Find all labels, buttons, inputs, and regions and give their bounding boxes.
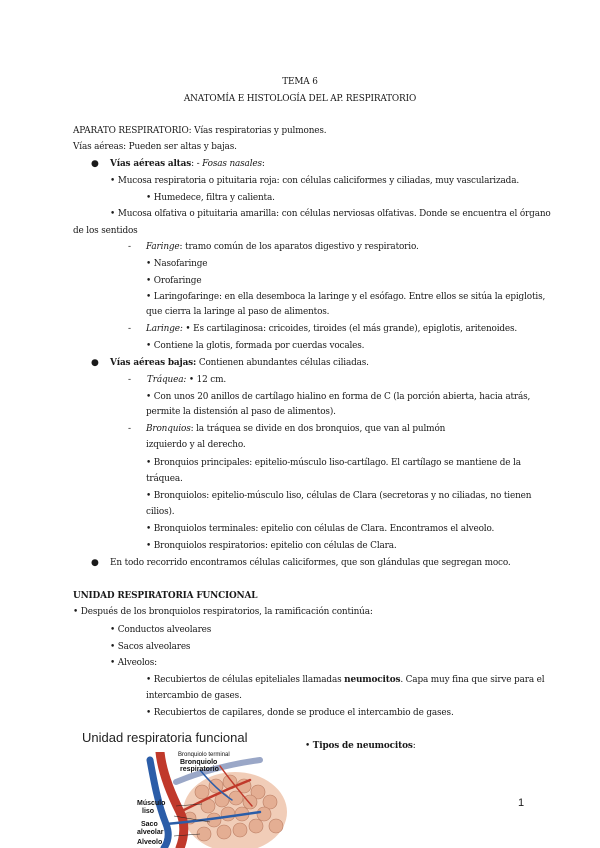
laringofaringe-cont: que cierra la laringe al paso de alimentos. xyxy=(146,307,330,317)
neumocitos-term: neumocitos xyxy=(344,675,401,685)
orofaringe: • Orofaringe xyxy=(146,276,202,286)
bronquiolos-cont: cilios). xyxy=(146,507,175,517)
bronquiolos: • Bronquiolos: epitelio-músculo liso, células de Clara (secretoras y no ciliadas, no tienen xyxy=(146,491,532,501)
tipos-colon: : xyxy=(412,741,416,751)
bronquios-principales-cont: tráquea. xyxy=(146,474,183,484)
bronquiolos-respiratorios: • Bronquiolos respiratorios: epitelio con células de Clara. xyxy=(146,541,397,551)
altas-sep: : - xyxy=(191,159,203,169)
recorrido: En todo recorrido encontramos células caliciformes, que son glándulas que segregan moco. xyxy=(110,558,511,568)
bajas-label: Vías aéreas bajas: xyxy=(110,358,197,368)
mucosa-amarilla: • Mucosa olfativa o pituitaria amarilla: con células nerviosas olfativas. Donde se encuentra el órgano xyxy=(110,209,551,219)
laringe-desc: • Es cartilaginosa: cricoides, tiroides (el más grande), epiglotis, aritenoides. xyxy=(182,324,518,334)
label-bronquiolo-terminal: Bronquiolo terminal xyxy=(178,752,230,758)
intro-line-1: APARATO RESPIRATORIO: Vías respiratorias y pulmones. xyxy=(73,126,327,136)
bajas-desc: Contienen abundantes células ciliadas. xyxy=(196,358,369,368)
label-musculo-liso-2: liso xyxy=(142,808,155,815)
dash-faringe: - xyxy=(128,242,132,252)
bajas-heading xyxy=(110,357,369,369)
bronquios-desc: : la tráquea se divide en dos bronquios, que van al pulmón xyxy=(190,424,446,434)
recubiertos-post: . Capa muy fina que sirve para el xyxy=(400,675,545,685)
bronquios-principales: • Bronquios principales: epitelio-músculo liso-cartílago. El cartílago se mantiene de la xyxy=(146,458,521,468)
tema-number: TEMA 6 xyxy=(282,77,318,87)
faringe-desc: : tramo común de los aparatos digestivo y respiratorio. xyxy=(179,242,419,252)
page-title: ANATOMÍA E HISTOLOGÍA DEL AP. RESPIRATORIO xyxy=(183,94,417,104)
faringe-term: Faringe xyxy=(146,242,180,252)
dash-laringe: - xyxy=(128,324,132,334)
traquea-length: • 12 cm. xyxy=(186,375,227,385)
bronquios-term: Bronquios xyxy=(146,424,191,434)
sentidos: de los sentidos xyxy=(73,226,138,236)
alveoli-cluster xyxy=(183,772,287,848)
altas-colon: : xyxy=(261,159,265,169)
bronquiolos-terminales: • Bronquiolos terminales: epitelio con células de Clara. Encontramos el alveolo. xyxy=(146,524,495,534)
anillos: • Con unos 20 anillos de cartílago hialino en forma de C (la porción abierta, hacia atrás, xyxy=(146,392,531,402)
unidad-heading: UNIDAD RESPIRATORIA FUNCIONAL xyxy=(73,591,258,601)
bronquios-line xyxy=(146,423,445,435)
laringe-term: Laringe: xyxy=(146,324,183,334)
label-bronquiolo-respiratorio-2: respiratorio xyxy=(180,766,219,773)
recubiertos-pre: • Recubiertos de células epiteliales llamadas xyxy=(146,675,345,685)
dash-bronquios: - xyxy=(128,424,132,434)
page-number: 1 xyxy=(518,797,525,809)
fosas-nasales-term: Fosas nasales xyxy=(202,159,262,169)
tipos-neumocitos-label: Tipos de neumocitos xyxy=(312,741,413,751)
mucosa-roja: • Mucosa respiratoria o pituitaria roja: con células caliciformes y ciliadas, muy vascularizada. xyxy=(110,176,520,186)
intercambio: intercambio de gases. xyxy=(146,691,242,701)
figure-title: Unidad respiratoria funcional xyxy=(82,730,248,745)
traquea-term: Tráquea: xyxy=(147,375,187,385)
nasofaringe: • Nasofaringe xyxy=(146,259,208,269)
tipos-bullet: • xyxy=(305,741,313,751)
bullet-dot: ● xyxy=(91,159,99,169)
altas-label: Vías aéreas altas xyxy=(110,159,192,169)
laringofaringe: • Laringofaringe: en ella desemboca la laringe y el esófago. Entre ellos se sitúa la epiglotis, xyxy=(146,292,546,302)
label-alveolo: Alveolo xyxy=(137,839,163,846)
anillos-cont: permite la distensión al paso de alimentos). xyxy=(146,407,336,417)
altas-heading xyxy=(110,158,265,170)
bullet-dot: ● xyxy=(91,358,99,368)
label-bronquiolo-respiratorio-1: Bronquiolo xyxy=(180,759,218,766)
glotis: • Contiene la glotis, formada por cuerdas vocales. xyxy=(146,341,365,351)
dash-traquea: - xyxy=(128,375,132,385)
unidad-despues: • Después de los bronquiolos respiratorios, la ramificación continúa: xyxy=(73,607,373,617)
label-musculo-liso-1: Músculo xyxy=(137,800,166,807)
conductos-alveolares: • Conductos alveolares xyxy=(110,625,212,635)
alveolos: • Alveolos: xyxy=(110,658,157,668)
label-saco-alveolar-2: alveolar xyxy=(137,829,164,836)
recubiertos-capilares: • Recubiertos de capilares, donde se produce el intercambio de gases. xyxy=(146,708,454,718)
tipos-neumocitos-line xyxy=(305,740,416,752)
label-saco-alveolar-1: Saco xyxy=(141,821,158,828)
traquea-line xyxy=(147,374,226,386)
bronquios-cont: izquierdo y al derecho. xyxy=(146,440,246,450)
intro-line-2: Vías aéreas: Pueden ser altas y bajas. xyxy=(73,142,237,152)
faringe-line xyxy=(146,241,419,253)
bullet-dot: ● xyxy=(91,558,99,568)
recubiertos-neumocitos xyxy=(146,674,544,686)
sacos-alveolares: • Sacos alveolares xyxy=(110,642,191,652)
humedece: • Humedece, filtra y calienta. xyxy=(146,193,275,203)
laringe-line xyxy=(146,323,517,335)
